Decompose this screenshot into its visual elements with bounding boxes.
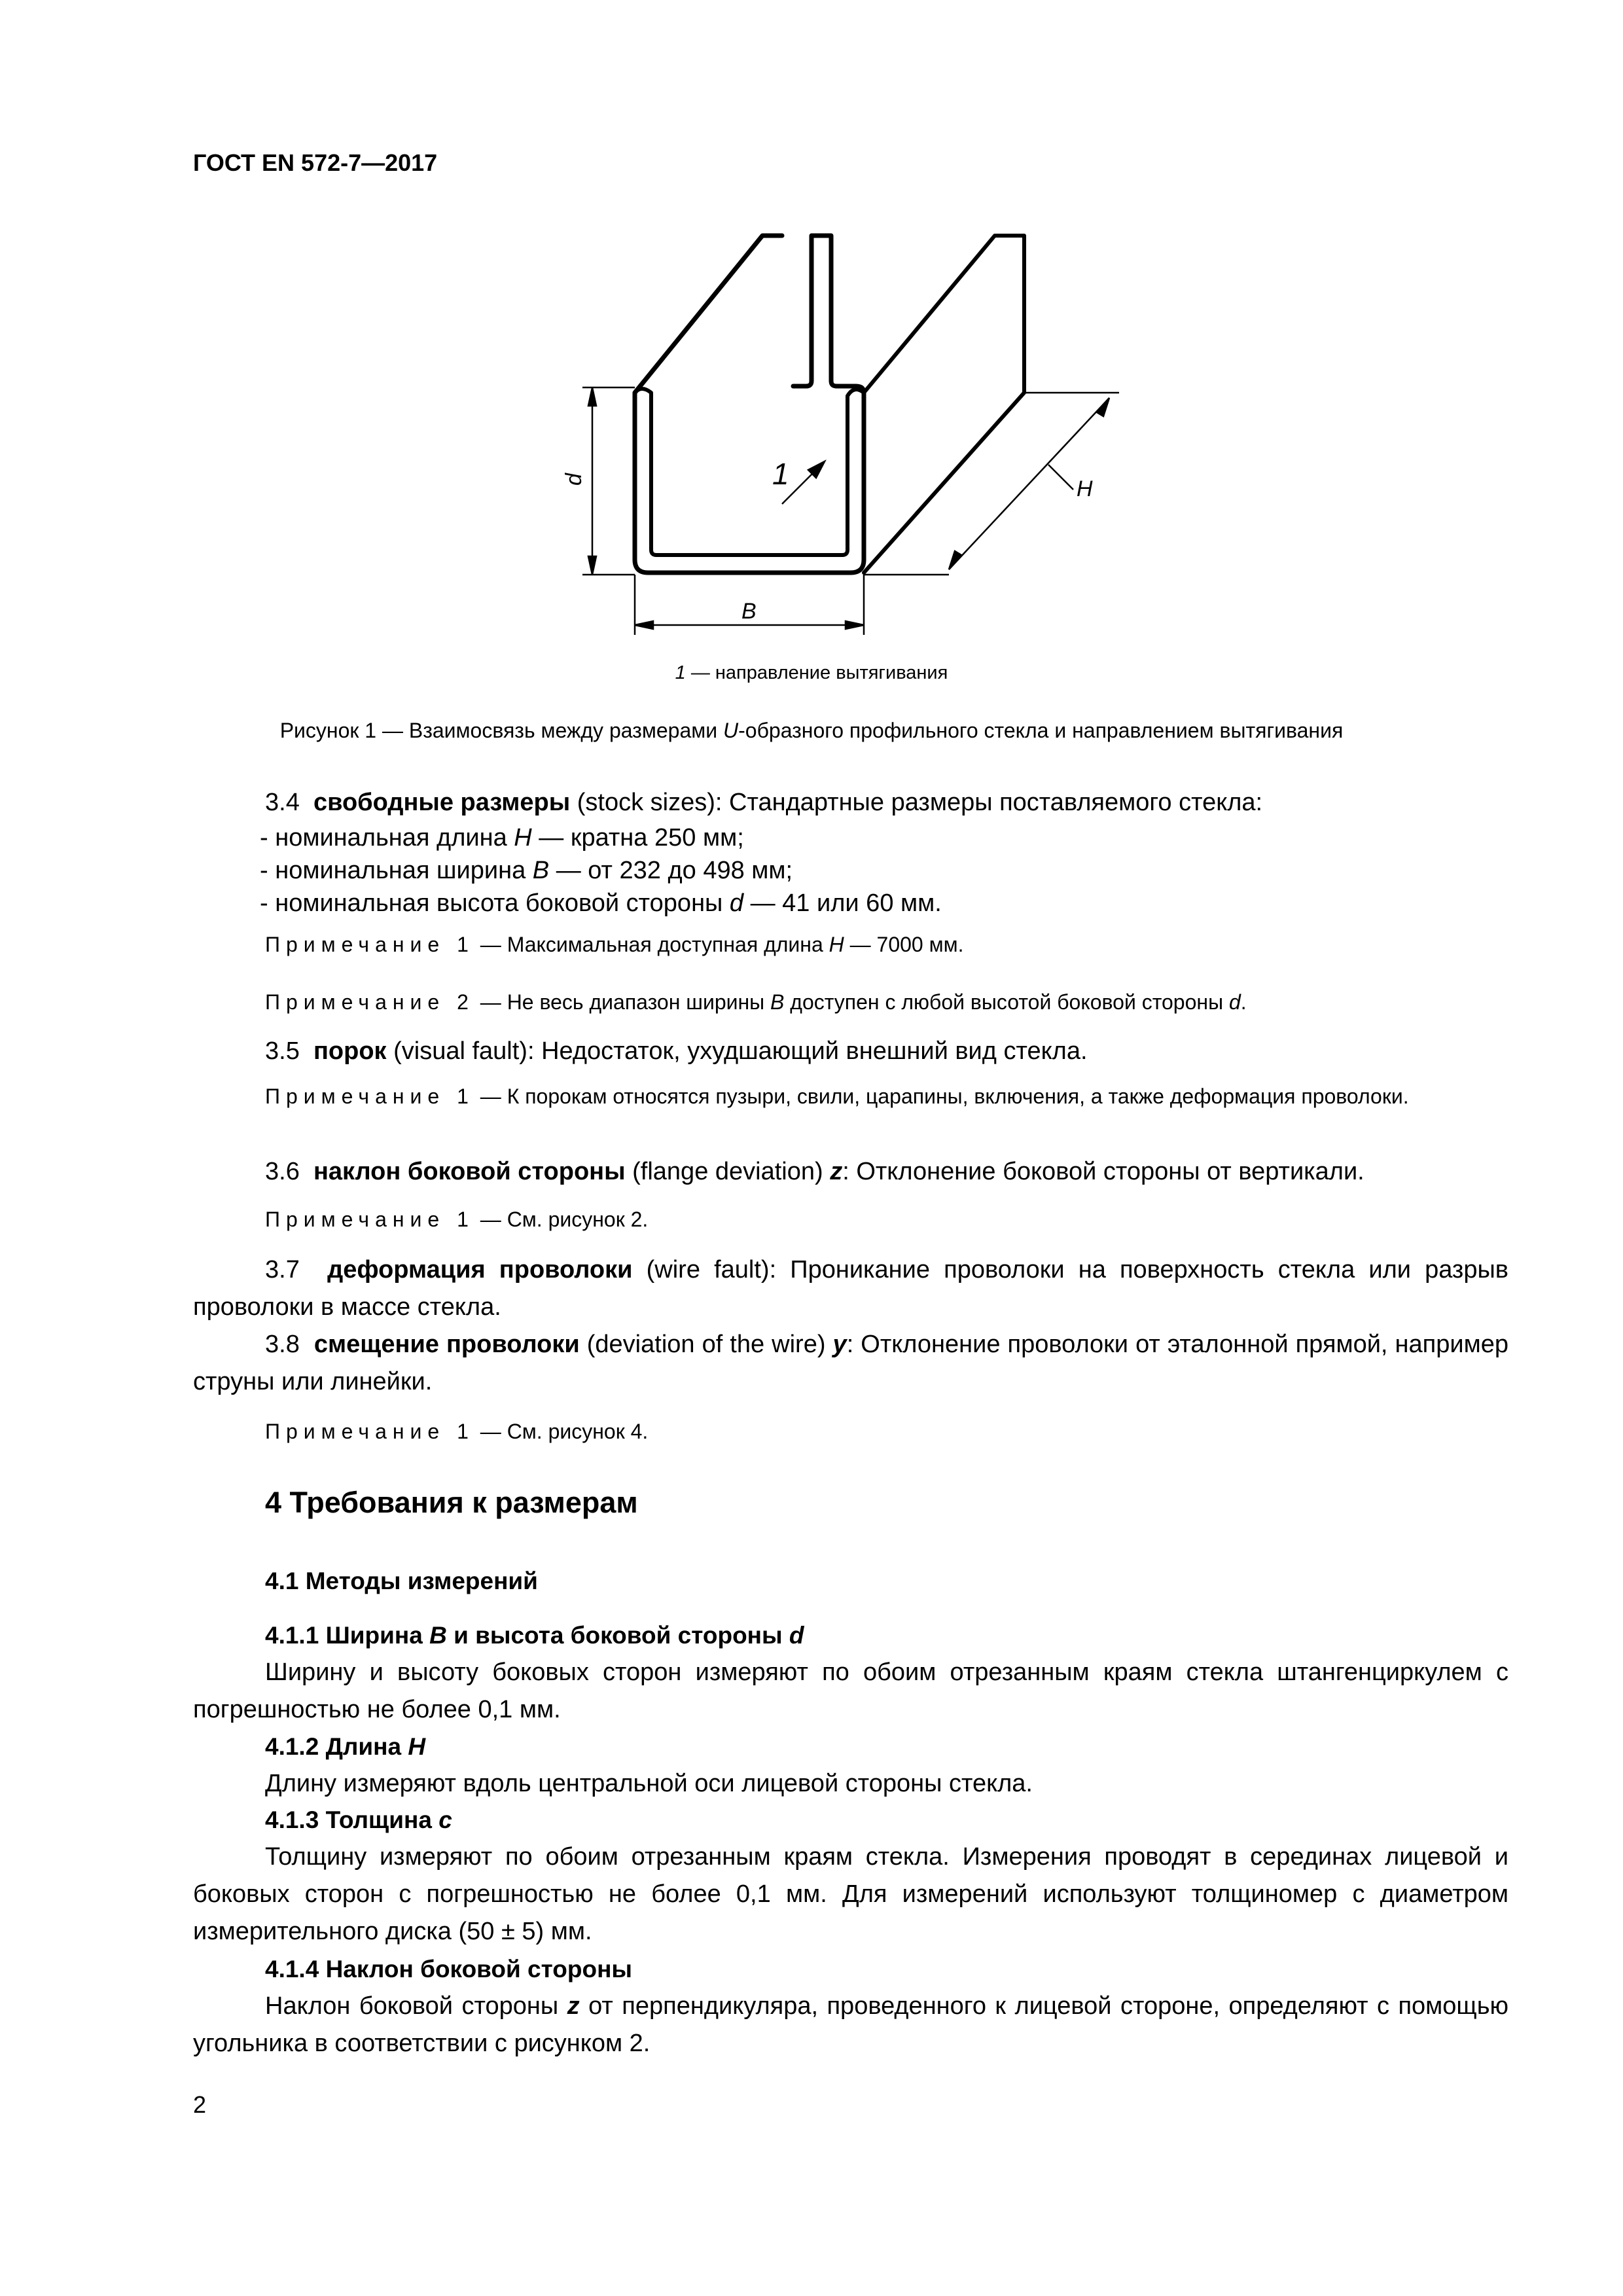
figure-legend: 1 — направление вытягивания — [675, 662, 948, 683]
term-3-6: 3.6 наклон боковой стороны (flange deviation) z: Отклонение боковой стороны от вертикали. — [265, 1158, 1364, 1185]
label-d: d — [562, 473, 586, 486]
section-4-1-1 — [193, 1617, 1508, 1729]
section-4-1-4 — [193, 1950, 1508, 2062]
term-3-4: 3.4 свободные размеры (stock sizes): Стандартные размеры поставляемого стекла: — [265, 789, 1263, 816]
label-b: B — [741, 599, 757, 624]
page-number: 2 — [193, 2091, 207, 2118]
figure-1-u-profile-diagram — [556, 216, 1145, 648]
section-4-1-2-text: Длину измеряют вдоль центральной оси лицевой стороны стекла. — [265, 1770, 1033, 1797]
section-4-1-4-title: 4.1.4 Наклон боковой стороны — [265, 1956, 633, 1982]
note-3-8-1: Примечание 1 — См. рисунок 4. — [265, 1420, 649, 1443]
list-item: - номинальная ширина B — от 232 до 498 мм; — [260, 857, 793, 884]
section-4-1-3-text: Толщину измеряют по обоим отрезанным краям стекла. Измерения проводят в серединах лицевой и боковых сторон с погрешностью не более 0,1 мм. Для измерений используют толщиномер с диаметром измерительного диска (50 ± 5) мм. — [193, 1843, 1508, 1945]
term-3-7: 3.7 деформация проволоки (wire fault): Проникание проволоки на поверхность стекла или разрыв проволоки в массе стекла. — [193, 1256, 1508, 1321]
section-3-4 — [193, 784, 1508, 920]
section-4-1-title: 4.1 Методы измерений — [265, 1568, 538, 1594]
section-4-1-4-text: Наклон боковой стороны z от перпендикуляра, проведенного к лицевой стороне, определяют с помощью угольника в соответствии с рисунком 2. — [193, 1992, 1508, 2057]
note-3-5-1: Примечание 1 — К порокам относятся пузыри, свили, царапины, включения, а также деформация проволоки. — [265, 1085, 1409, 1108]
list-item: - номинальная длина H — кратна 250 мм; — [260, 824, 744, 852]
section-4-1-2-title: 4.1.2 Длина H — [265, 1733, 426, 1760]
term-3-5: 3.5 порок (visual fault): Недостаток, ухудшающий внешний вид стекла. — [265, 1037, 1088, 1065]
label-1: 1 — [772, 457, 789, 491]
section-4-1-2 — [193, 1728, 1508, 1803]
label-h: H — [1077, 476, 1093, 501]
section-4-1-1-title: 4.1.1 Ширина B и высота боковой стороны d — [265, 1622, 804, 1649]
note-3-4-2: Примечание 2 — Не весь диапазон ширины B доступен с любой высотой боковой стороны d. — [265, 990, 1247, 1014]
section-4-1-3-title: 4.1.3 Толщина c — [265, 1806, 452, 1833]
section-4-1-3 — [193, 1801, 1508, 1950]
section-4-title: 4 Требования к размерам — [265, 1486, 638, 1519]
list-item: - номинальная высота боковой стороны d — 41 или 60 мм. — [260, 889, 942, 917]
section-4-1-1-text: Ширину и высоту боковых сторон измеряют по обоим отрезанным краям стекла штангенциркулем с погрешностью не более 0,1 мм. — [193, 1659, 1508, 1723]
note-3-6-1: Примечание 1 — См. рисунок 2. — [265, 1208, 649, 1231]
right-diagonal-edge — [864, 236, 1024, 573]
figure-caption: Рисунок 1 — Взаимосвязь между размерами U-образного профильного стекла и направлением вытягивания — [279, 719, 1344, 742]
doc-header: ГОСТ EN 572-7—2017 — [193, 149, 438, 176]
back-edges — [635, 236, 831, 393]
u-profile-outline — [635, 236, 864, 573]
note-3-4-1: Примечание 1 — Максимальная доступная длина H — 7000 мм. — [265, 933, 964, 956]
term-3-8: 3.8 смещение проволоки (deviation of the wire) y: Отклонение проволоки от эталонной прямой, например струны или линейки. — [193, 1331, 1508, 1395]
